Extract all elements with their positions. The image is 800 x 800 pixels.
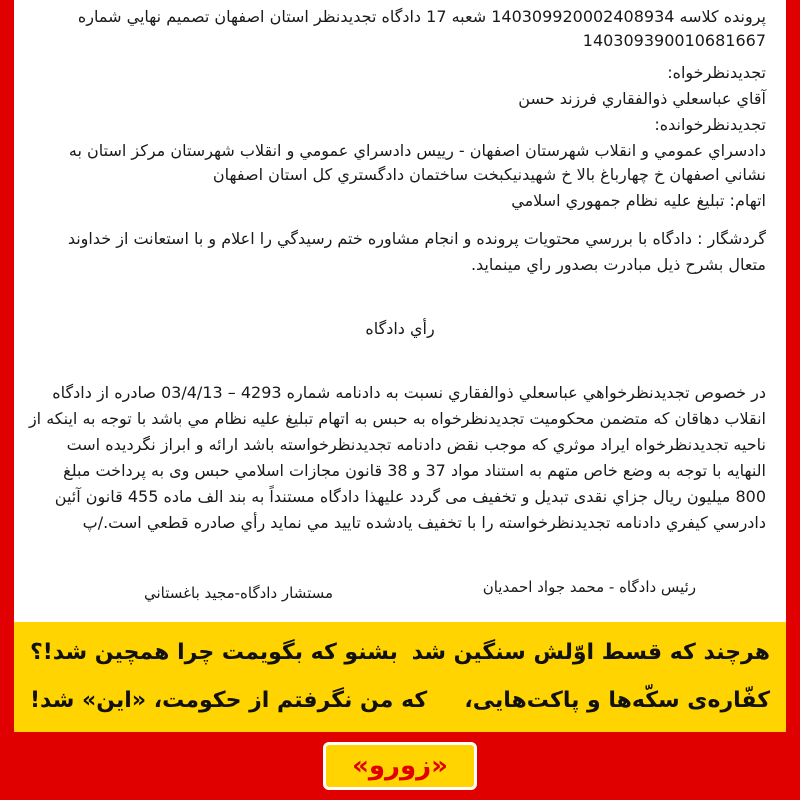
verdict-line-6: دادرسي كيفري دادنامه تجديدنظرخواسته را با تخفيف يادشده تاييد مي نمايد رأي صادره قطعي است./پ (82, 513, 766, 532)
banner-line1-right: هرچند که قسط اوّلش سنگین شد (411, 640, 770, 665)
verdict-line-4: النهايه با توجه به وضع خاص متهم به استناد مواد 37 و 38 قانون مجازات اسلامي حبس وی به پرداخت مبلغ (63, 461, 766, 480)
verdict-line-1: در خصوص تجديدنظرخواهي عباسعلي ذوالفقاري نسبت به دادنامه شماره 4293 – 03/4/13 صادره از دادگاه (52, 383, 766, 402)
verdict-title: رأي دادگاه (365, 319, 435, 338)
banner-line2-left: که من نگرفتم از حکومت، «این» شد! (30, 688, 428, 713)
doc-line-respondent-label: تجديدنظرخوانده: (654, 115, 766, 134)
verdict-line-2: انقلاب دهاقان كه متضمن محكوميت تجديدنظرخواه به حبس به اتهام تبليغ عليه نظام مي باشد با توجه به اينكه از (28, 409, 766, 428)
logo-area (0, 742, 800, 794)
doc-line-summary-2: متعال بشرح ذيل مبادرت بصدور راي مينمايد. (470, 255, 766, 274)
zorro-logo: «زورو» (323, 742, 477, 790)
doc-line-decision-number: 140309390010681667 (582, 31, 766, 50)
doc-line-summary-1: گردشگار : دادگاه با بررسي محتويات پرونده و انجام مشاوره ختم رسيدگي را اعلام و با استعانت از خداوند (67, 229, 766, 248)
banner-line2-right: کفّاره‌ی سکّه‌ها و پاکت‌هایی، (464, 688, 770, 713)
banner-line1-left: بشنو که بگویمت چرا همچین شد!؟ (30, 640, 398, 665)
poem-banner (14, 622, 786, 732)
doc-line-charge: اتهام: تبليغ عليه نظام جمهوري اسلامي (511, 191, 766, 210)
signature-counselor: مستشار دادگاه-مجيد باغستاني (144, 584, 334, 602)
doc-line-appellant-name: آقاي عباسعلي ذوالفقاري فرزند حسن (518, 89, 766, 108)
signature-judge: رئيس دادگاه - محمد جواد احمديان (482, 578, 696, 596)
verdict-line-5: 800 ميليون ريال جزاي نقدی تبديل و تخفيف می گردد عليهذا دادگاه مستنداً به بند الف ماده 455 قانون آئين (54, 487, 766, 506)
doc-line-appellant-label: تجديدنظرخواه: (667, 63, 766, 82)
doc-line-case-number: پرونده كلاسه 140309920002408934 شعبه 17 دادگاه تجديدنظر استان اصفهان تصميم نهايي شماره (77, 7, 766, 26)
verdict-line-3: ناحيه تجديدنظرخواه ايراد موثري كه موجب نقض دادنامه تجديدنظرخواسته باشد ارائه و ابراز نگرديده است (66, 435, 766, 454)
court-document (14, 0, 786, 622)
doc-line-respondent-2: نشاني اصفهان خ چهارباغ بالا خ شهيدنيكبخت ساختمان دادگستري كل استان اصفهان (212, 165, 766, 184)
doc-line-respondent-1: دادسراي عمومي و انقلاب شهرستان اصفهان - رييس دادسراي عمومي و انقلاب شهرستان مركز استان به (68, 141, 766, 160)
